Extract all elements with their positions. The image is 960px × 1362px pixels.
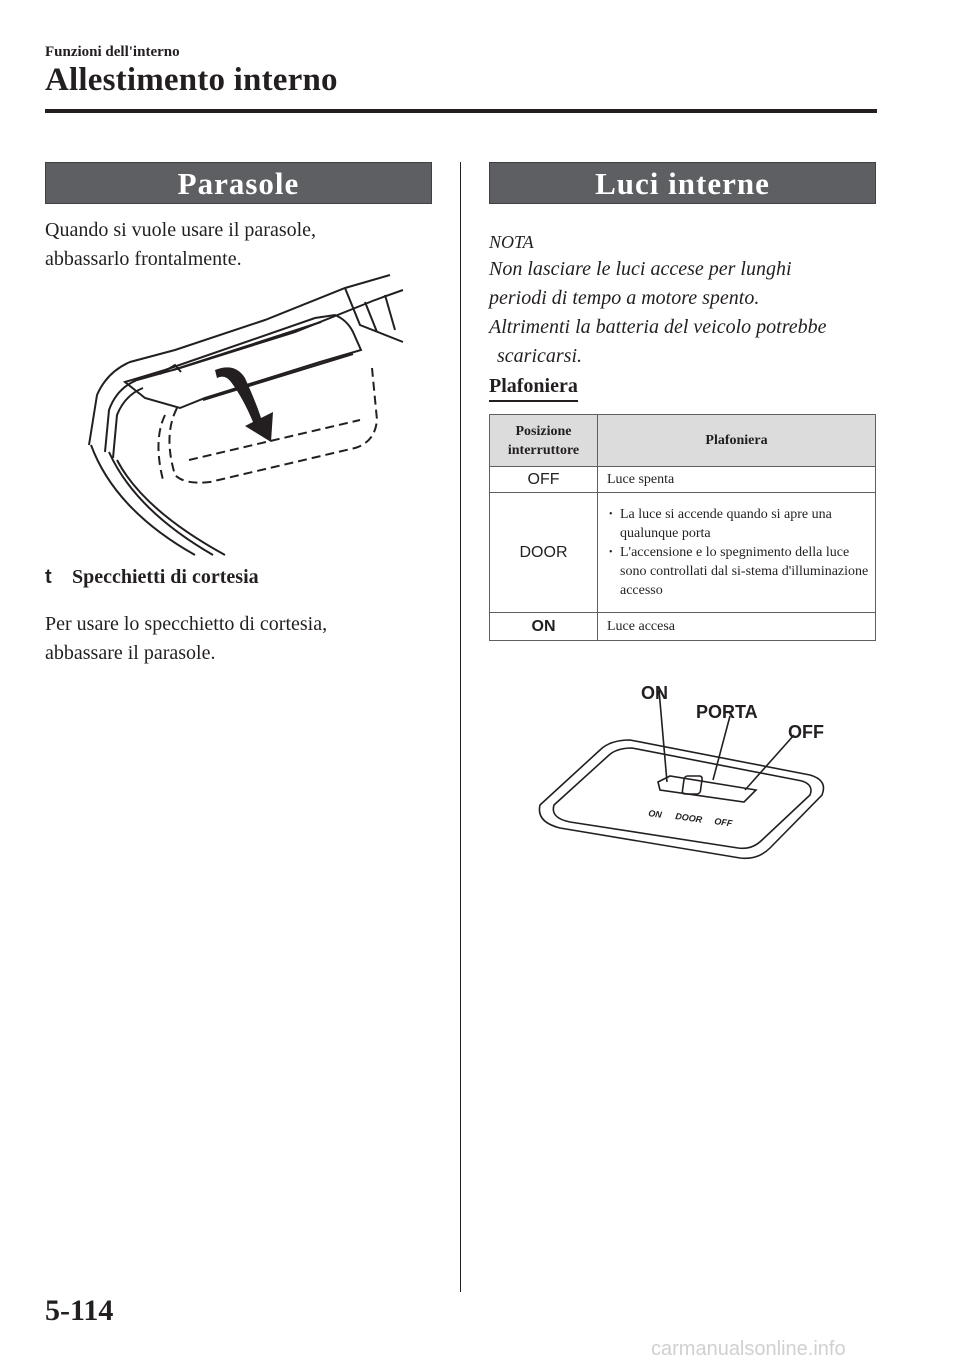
mirror-text-line1: Per usare lo specchietto di cortesia,	[45, 613, 328, 635]
luci-interne-banner: Luci interne	[489, 162, 876, 204]
table-cell-desc: Luce spenta	[598, 467, 876, 493]
mirror-bullet: t	[45, 566, 52, 588]
table-row	[490, 493, 876, 613]
switch-label-door: DOOR	[674, 811, 703, 825]
table-row	[490, 613, 876, 641]
table-cell-position: DOOR	[490, 493, 598, 613]
table-header-position: Posizione interruttore	[490, 415, 598, 467]
header-rule	[45, 109, 877, 113]
nota-title: NOTA	[489, 232, 534, 252]
nota-line1: Non lasciare le luci accese per lunghi	[489, 258, 792, 280]
table-row	[490, 467, 876, 493]
table-cell-position: ON	[490, 613, 598, 641]
watermark-url: carmanualsonline.info	[651, 1338, 846, 1360]
list-item: • L'accensione e lo spegnimento della luce sono controllati dal si-stema d'illuminazione accesso	[607, 543, 869, 600]
mirror-text-line2: abbassare il parasole.	[45, 642, 216, 664]
diagram-label-porta: PORTA	[696, 702, 758, 722]
chapter-title: Allestimento interno	[45, 62, 338, 98]
overhead-light-diagram	[530, 680, 840, 870]
table-header-plafoniera: Plafoniera	[598, 415, 876, 467]
switch-label-on: ON	[647, 808, 663, 820]
parasole-banner: Parasole	[45, 162, 432, 204]
table-cell-desc	[598, 493, 876, 613]
nota-line3: Altrimenti la batteria del veicolo potrebbe	[489, 316, 827, 338]
switch-label-off: OFF	[713, 816, 733, 829]
nota-line2: periodi di tempo a motore spento.	[489, 287, 760, 309]
parasole-intro-line2: abbassarlo frontalmente.	[45, 248, 242, 270]
diagram-label-on: ON	[641, 683, 668, 703]
parasole-intro-line1: Quando si vuole usare il parasole,	[45, 219, 317, 241]
diagram-label-off: OFF	[788, 722, 824, 742]
table-cell-desc: Luce accesa	[598, 613, 876, 641]
plafoniera-table	[489, 414, 876, 641]
section-title: Funzioni dell'interno	[45, 44, 180, 60]
nota-line4: scaricarsi.	[497, 345, 582, 367]
list-item: • La luce si accende quando si apre una qualunque porta	[607, 505, 869, 543]
column-divider	[460, 162, 461, 1292]
mirror-heading: Specchietti di cortesia	[72, 566, 259, 588]
plafoniera-heading: Plafoniera	[489, 375, 578, 402]
page-number: 5-114	[45, 1294, 114, 1327]
table-cell-position: OFF	[490, 467, 598, 493]
sun-visor-illustration	[85, 270, 405, 560]
